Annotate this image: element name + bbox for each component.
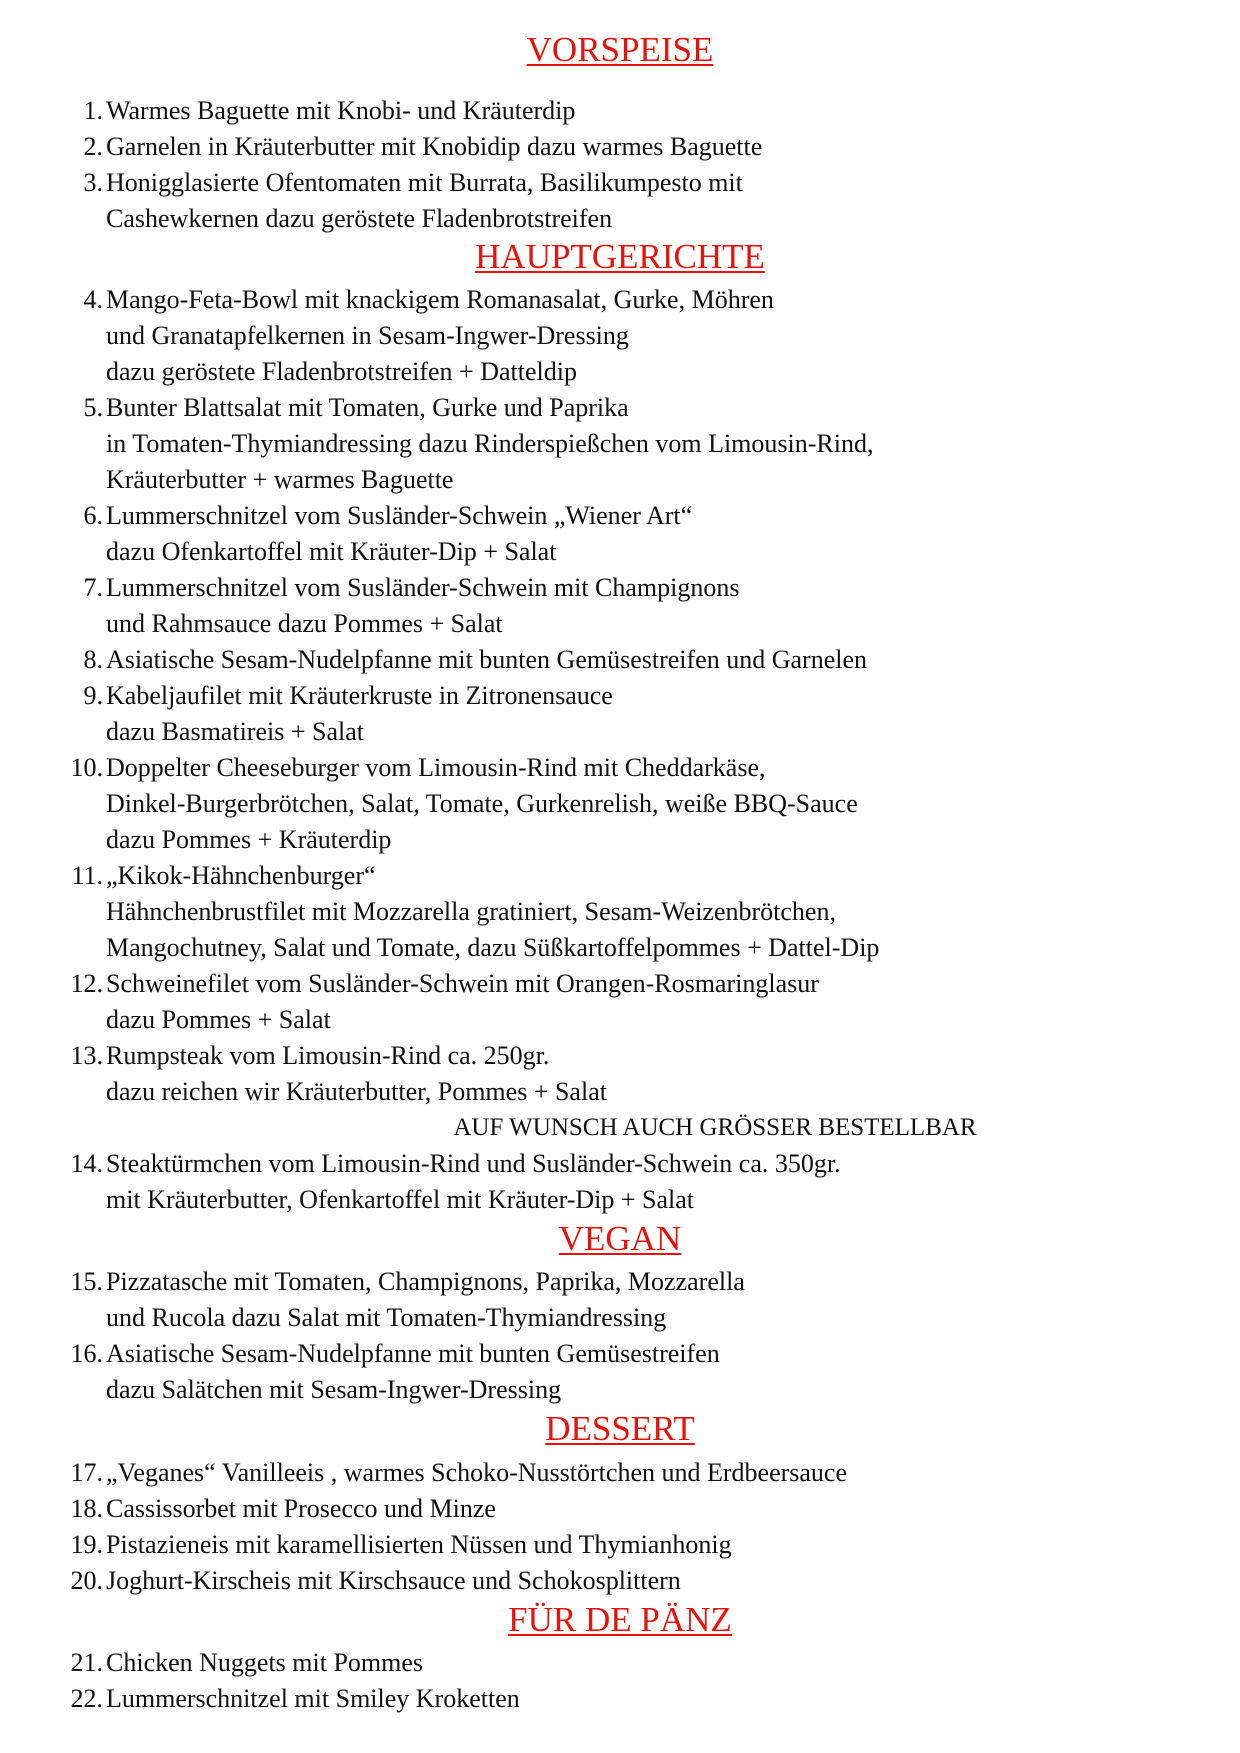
item-number: 3. (83, 168, 103, 197)
section-heading-dessert: DESSERT (545, 1409, 695, 1448)
menu-item-2 (63, 129, 1183, 165)
menu-item-21 (63, 1645, 1183, 1681)
menu-item-4 (63, 282, 1183, 390)
item-text: dazu Pommes + Salat (106, 1005, 331, 1034)
item-number: 12. (70, 969, 103, 998)
menu-item-15 (63, 1264, 1183, 1336)
item-text: Chicken Nuggets mit Pommes (106, 1648, 424, 1677)
item-number: 16. (70, 1339, 103, 1368)
section-heading-vegan: VEGAN (558, 1219, 682, 1258)
item-text: Lummerschnitzel vom Susländer-Schwein mit Champignons (106, 573, 740, 602)
item-number: 5. (83, 393, 103, 422)
item-number: 15. (70, 1267, 103, 1296)
menu-item-22 (63, 1681, 1183, 1717)
menu-item-17 (63, 1455, 1183, 1491)
item-text: und Granatapfelkernen in Sesam-Ingwer-Dressing (106, 321, 629, 350)
menu-item-1 (63, 93, 1183, 129)
item-text: in Tomaten-Thymiandressing dazu Rinderspießchen vom Limousin-Rind, (106, 429, 874, 458)
item-text: Bunter Blattsalat mit Tomaten, Gurke und Paprika (106, 393, 629, 422)
item-text: und Rucola dazu Salat mit Tomaten-Thymiandressing (106, 1303, 667, 1332)
item-text: Cassissorbet mit Prosecco und Minze (106, 1494, 496, 1523)
item-number: 2. (83, 132, 103, 161)
section-heading-vorspeise: VORSPEISE (526, 30, 714, 69)
size-note: AUF WUNSCH AUCH GRÖSSER BESTELLBAR (453, 1114, 977, 1141)
item-text: Garnelen in Kräuterbutter mit Knobidip dazu warmes Baguette (106, 132, 763, 161)
menu-item-12 (63, 966, 1183, 1038)
item-text: Joghurt-Kirscheis mit Kirschsauce und Schokosplittern (106, 1566, 681, 1595)
item-text: Lummerschnitzel mit Smiley Kroketten (106, 1684, 520, 1713)
item-number: 18. (70, 1494, 103, 1523)
item-text: Cashewkernen dazu geröstete Fladenbrotstreifen (106, 204, 613, 233)
item-text: dazu geröstete Fladenbrotstreifen + Datteldip (106, 357, 577, 386)
item-text: Mango-Feta-Bowl mit knackigem Romanasalat, Gurke, Möhren (106, 285, 774, 314)
item-text: Pistazieneis mit karamellisierten Nüssen und Thymianhonig (106, 1530, 732, 1559)
item-number: 6. (83, 501, 103, 530)
item-number: 10. (70, 753, 103, 782)
item-text: „Veganes“ Vanilleeis , warmes Schoko-Nusstörtchen und Erdbeersauce (106, 1458, 847, 1487)
menu-item-13 (63, 1038, 1183, 1110)
item-number: 4. (83, 285, 103, 314)
item-text: Schweinefilet vom Susländer-Schwein mit Orangen-Rosmaringlasur (106, 969, 819, 998)
menu-item-9 (63, 678, 1183, 750)
item-number: 8. (83, 645, 103, 674)
item-text: dazu Salätchen mit Sesam-Ingwer-Dressing (106, 1375, 562, 1404)
item-text: dazu reichen wir Kräuterbutter, Pommes + Salat (106, 1077, 607, 1106)
item-number: 14. (70, 1149, 103, 1178)
item-text: dazu Pommes + Kräuterdip (106, 825, 392, 854)
item-number: 21. (70, 1648, 103, 1677)
item-text: Hähnchenbrustfilet mit Mozzarella gratiniert, Sesam-Weizenbrötchen, (106, 897, 836, 926)
item-text: dazu Basmatireis + Salat (106, 717, 364, 746)
menu-item-19 (63, 1527, 1183, 1563)
item-number: 1. (83, 96, 103, 125)
item-number: 17. (70, 1458, 103, 1487)
item-text: Lummerschnitzel vom Susländer-Schwein „Wiener Art“ (106, 501, 693, 530)
item-text: Asiatische Sesam-Nudelpfanne mit bunten Gemüsestreifen und Garnelen (106, 645, 867, 674)
item-number: 13. (70, 1041, 103, 1070)
item-text: dazu Ofenkartoffel mit Kräuter-Dip + Salat (106, 537, 557, 566)
menu-item-20 (63, 1563, 1183, 1599)
item-text: Warmes Baguette mit Knobi- und Kräuterdip (106, 96, 576, 125)
item-text: und Rahmsauce dazu Pommes + Salat (106, 609, 503, 638)
item-text: Dinkel-Burgerbrötchen, Salat, Tomate, Gurkenrelish, weiße BBQ-Sauce (106, 789, 858, 818)
item-text: Kabeljaufilet mit Kräuterkruste in Zitronensauce (106, 681, 613, 710)
menu-item-6 (63, 498, 1183, 570)
section-heading-hauptgerichte: HAUPTGERICHTE (475, 237, 765, 276)
item-text: Rumpsteak vom Limousin-Rind ca. 250gr. (106, 1041, 550, 1070)
item-text: Mangochutney, Salat und Tomate, dazu Süßkartoffelpommes + Dattel-Dip (106, 933, 880, 962)
item-text: Honigglasierte Ofentomaten mit Burrata, Basilikumpesto mit (106, 168, 743, 197)
menu-item-14 (63, 1146, 1183, 1218)
menu-item-16 (63, 1336, 1183, 1408)
item-text: Steaktürmchen vom Limousin-Rind und Susländer-Schwein ca. 350gr. (106, 1149, 841, 1178)
item-number: 7. (83, 573, 103, 602)
menu-item-5 (63, 390, 1183, 498)
item-text: mit Kräuterbutter, Ofenkartoffel mit Kräuter-Dip + Salat (106, 1185, 695, 1214)
menu-item-3 (63, 165, 1183, 237)
item-number: 20. (70, 1566, 103, 1595)
menu-item-8 (63, 642, 1183, 678)
menu-item-11 (63, 858, 1183, 966)
menu-item-7 (63, 570, 1183, 642)
item-number: 19. (70, 1530, 103, 1559)
item-text: Doppelter Cheeseburger vom Limousin-Rind mit Cheddarkäse, (106, 753, 766, 782)
item-number: 9. (83, 681, 103, 710)
item-text: Asiatische Sesam-Nudelpfanne mit bunten Gemüsestreifen (106, 1339, 720, 1368)
item-number: 11. (71, 861, 103, 890)
menu-item-10 (63, 750, 1183, 858)
item-text: „Kikok-Hähnchenburger“ (106, 861, 376, 890)
item-text: Pizzatasche mit Tomaten, Champignons, Paprika, Mozzarella (106, 1267, 745, 1296)
section-heading-kinder: FÜR DE PÄNZ (508, 1600, 732, 1639)
menu-item-18 (63, 1491, 1183, 1527)
item-number: 22. (70, 1684, 103, 1713)
item-text: Kräuterbutter + warmes Baguette (106, 465, 454, 494)
